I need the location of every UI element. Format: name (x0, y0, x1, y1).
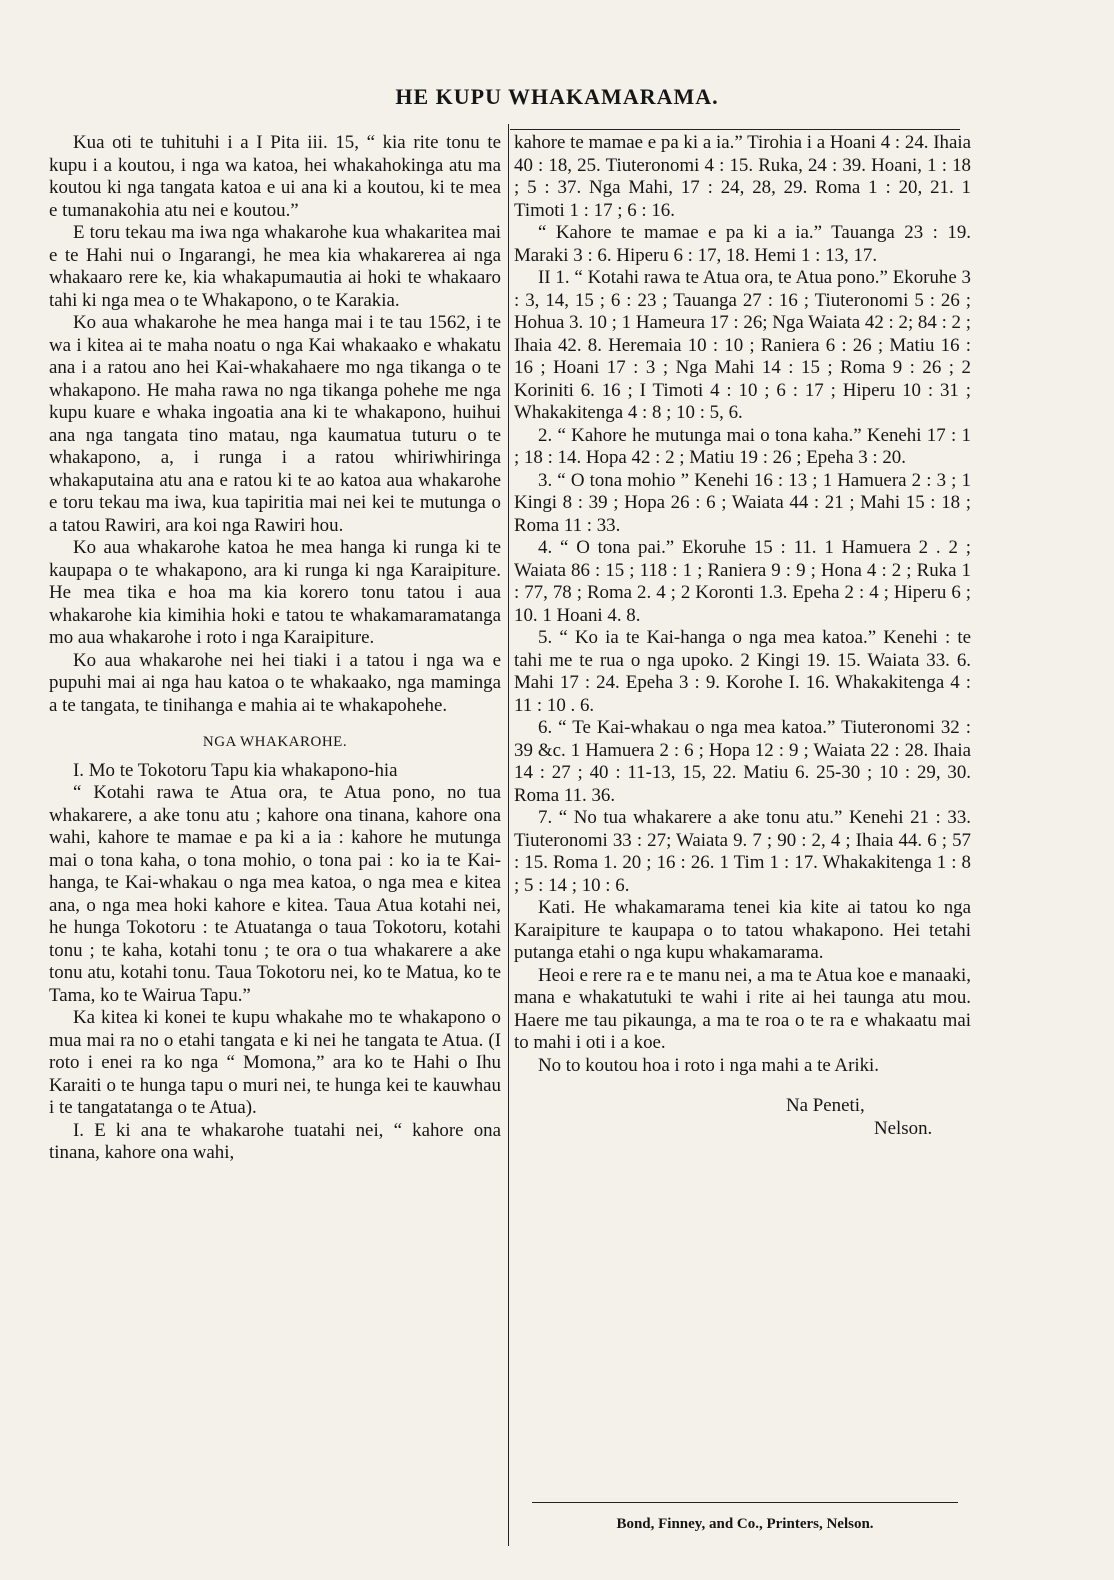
paragraph: 6. “ Te Kai-whakau o nga mea katoa.” Tiuteronomi 32 : 39 &c. 1 Hamuera 2 : 6 ; Hopa 12 : 9 ; Waiata 22 : 28. Ihaia 14 : 27 ; 40 : 11-13, 15, 22. Matiu 6. 25-30 ; 10 : 29, 30. Roma 11. 36. (514, 717, 971, 806)
paragraph: “ Kotahi rawa te Atua ora, te Atua pono, no tua whakarere, a ake tonu atu ; kahore ona tinana, kahore ona wahi, kahore te mamae e pa ki a ia : kahore he mutunga mai o tona kaha, o tona mohio, o tona pai : ko ia te Kai-hanga, te Kai-whakau o nga mea katoa, o nga mea e kitea ana, o nga mea hoki kahore e kitea. Taua Atua kotahi nei, he hunga Tokotoru : te Atuatanga o taua Tokotoru, kotahi tonu ; te kaha, kotahi tonu ; te ora o tua whakarere a ake tonu atu, kotahi tonu. Taua Tokotoru nei, ko te Matua, ko te Tama, ko te Wairua Tapu.” (49, 782, 501, 1006)
paragraph: kahore te mamae e pa ki a ia.” Tirohia i a Hoani 4 : 24. Ihaia 40 : 18, 25. Tiuteronomi 4 : 15. Ruka, 24 : 39. Hoani, 1 : 18 ; 5 : 37. Nga Mahi, 17 : 24, 28, 29. Roma 1 : 20, 21. 1 Timoti 1 : 17 ; 6 : 16. (514, 132, 971, 221)
column-divider (508, 124, 509, 1546)
paragraph: 7. “ No tua whakarere a ake tonu atu.” Kenehi 21 : 33. Tiuteronomi 33 : 27; Waiata 9. 7 ; 90 : 2, 4 ; Ihaia 44. 6 ; 57 : 15. Roma 1. 20 ; 16 : 26. 1 Tim 1 : 17. Whakakitenga 1 : 8 ; 5 : 14 ; 10 : 6. (514, 807, 971, 896)
paragraph: Heoi e rere ra e te manu nei, a ma te Atua koe e manaaki, mana e whakatutuki te wahi i rite ai hei taunga atu mou. Haere me tau pikaunga, a ma te roa o te ra e whakaatu mai to mahi i oti i a koe. (514, 964, 971, 1053)
paragraph: 5. “ Ko ia te Kai-hanga o nga mea katoa.” Kenehi : te tahi me te rua o nga upoko. 2 Kingi 19. 15. Waiata 33. 6. Mahi 17 : 24. Epeha 3 : 9. Korohe I. 16. Whakakitenga 4 : 11 : 10 . 6. (514, 627, 971, 716)
signature (514, 1095, 971, 1140)
paragraph: Ko aua whakarohe he mea hanga mai i te tau 1562, i te wa i kitea ai te maha noatu o nga Kai whakaako e whakatu ana i a ratou ano hei Kai-whakahaere mo nga tikanga o te whakapono. He maha rawa no nga tikanga pohehe me nga kupu kuare e whaka ingoatia ana ki te whakapono, huihui ana nga tangata tino matau, nga kaumatua tuturu o te whakapono, a, i runga i a ratou whiriwhiringa whakaputaina atu ana e ratou ki te ao katoa aua whakarohe e toru tekau ma iwa, kua tapiritia mai nei kei te mutunga o a tatou Rawiri, ara koi nga Rawiri hou. (49, 312, 501, 536)
paragraph: Kua oti te tuhituhi i a I Pita iii. 15, “ kia rite tonu te kupu i a koutou, i nga wa katoa, hei whakahokinga atu ma koutou ki nga tangata katoa e ui ana ki a koutou, ki te mea e tumanakohia atu nei e koutou.” (49, 132, 501, 221)
paragraph: Ka kitea ki konei te kupu whakahe mo te whakapono o mua mai ra no o etahi tangata e ki nei he tangata te Atua. (I roto i enei ra ko nga “ Momona,” ara ko te Hahi o Ihu Karaiti o te hunga tapu o muri nei, te hunga kei te kauwhau i te tangatatanga o te Atua). (49, 1007, 501, 1118)
paragraph: No to koutou hoa i roto i nga mahi a te Ariki. (538, 1054, 880, 1076)
section-heading: NGA WHAKAROHE. (202, 734, 348, 750)
paragraph: 2. “ Kahore he mutunga mai o tona kaha.” Kenehi 17 : 1 ; 18 : 14. Hopa 42 : 2 ; Matiu 19 : 26 ; Epeha 3 : 20. (514, 424, 971, 468)
paragraph: E toru tekau ma iwa nga whakarohe kua whakaritea mai e te Hahi nui o Ingarangi, he mea kia whakarerea ai nga whakaaro rere ke, kia whakapumautia ai hoki te whakaaro tahi ki nga mea o te Whakapono, o te Karakia. (49, 222, 501, 311)
paragraph: II 1. “ Kotahi rawa te Atua ora, te Atua pono.” Ekoruhe 3 : 3, 14, 15 ; 6 : 23 ; Tauanga 27 : 16 ; Tiuteronomi 5 : 26 ; Hohua 3. 10 ; 1 Hameura 17 : 26; Nga Waiata 42 : 2; 84 : 2 ; Ihaia 42. 8. Heremaia 10 : 10 ; Raniera 6 : 26 ; Matiu 16 : 16 ; Hoani 17 : 3 ; Nga Mahi 14 : 15 ; Roma 9 : 26 ; 2 Koriniti 6. 16 ; I Timoti 4 : 10 ; 6 : 17 ; Hiperu 10 : 31 ; Whakakitenga 4 : 8 ; 10 : 5, 6. (514, 267, 971, 423)
article-intro: I. Mo te Tokotoru Tapu kia whakapono-hia (73, 759, 398, 781)
page-title: HE KUPU WHAKAMARAMA. (395, 84, 719, 109)
signature-place: Nelson. (874, 1117, 933, 1139)
signature-name: Na Peneti, (786, 1095, 865, 1116)
paragraph: 4. “ O tona pai.” Ekoruhe 15 : 11. 1 Hamuera 2 . 2 ; Waiata 86 : 15 ; 118 : 1 ; Raniera 9 : 9 ; Hona 4 : 2 ; Ruka 1 : 77, 78 ; Roma 2. 4 ; 2 Koronti 1.3. Epeha 2 : 4 ; Hiperu 6 ; 10. 1 Hoani 4. 8. (514, 537, 971, 626)
paragraph: 3. “ O tona mohio ” Kenehi 16 : 13 ; 1 Hamuera 2 : 3 ; 1 Kingi 8 : 39 ; Hopa 26 : 6 ; Waiata 44 : 21 ; Mahi 15 : 18 ; Roma 11 : 33. (514, 469, 971, 536)
top-rule (510, 129, 960, 130)
right-column (514, 132, 971, 1140)
paragraph: Ko aua whakarohe nei hei tiaki i a tatou i nga wa e pupuhi mai ai nga hau katoa o te whakaako, nga maminga a te tangata, te tinihanga e mahia ai te whakapohehe. (49, 649, 501, 716)
left-column (49, 132, 501, 1165)
paragraph: Kati. He whakamarama tenei kia kite ai tatou ko nga Karaipiture te kaupapa o to tatou whakapono. Hei tetahi putanga etahi o nga kupu whakamarama. (514, 897, 971, 963)
bottom-rule (532, 1502, 958, 1503)
printers-imprint: Bond, Finney, and Co., Printers, Nelson. (616, 1516, 874, 1532)
paragraph: “ Kahore te mamae e pa ki a ia.” Tauanga 23 : 19. Maraki 3 : 6. Hiperu 6 : 17, 18. Hemi 1 : 13, 17. (514, 222, 971, 266)
paragraph: I. E ki ana te whakarohe tuatahi nei, “ kahore ona tinana, kahore ona wahi, (49, 1119, 501, 1163)
paragraph: Ko aua whakarohe katoa he mea hanga ki runga ki te kaupapa o te whakapono, ara ki runga ki nga Karaipiture. He mea tika e hoa ma kia korero tonu tatou i aua whakarohe kia kimihia hoki e tatou te whakamaramatanga mo aua whakarohe i roto i nga Karaipiture. (49, 537, 501, 648)
